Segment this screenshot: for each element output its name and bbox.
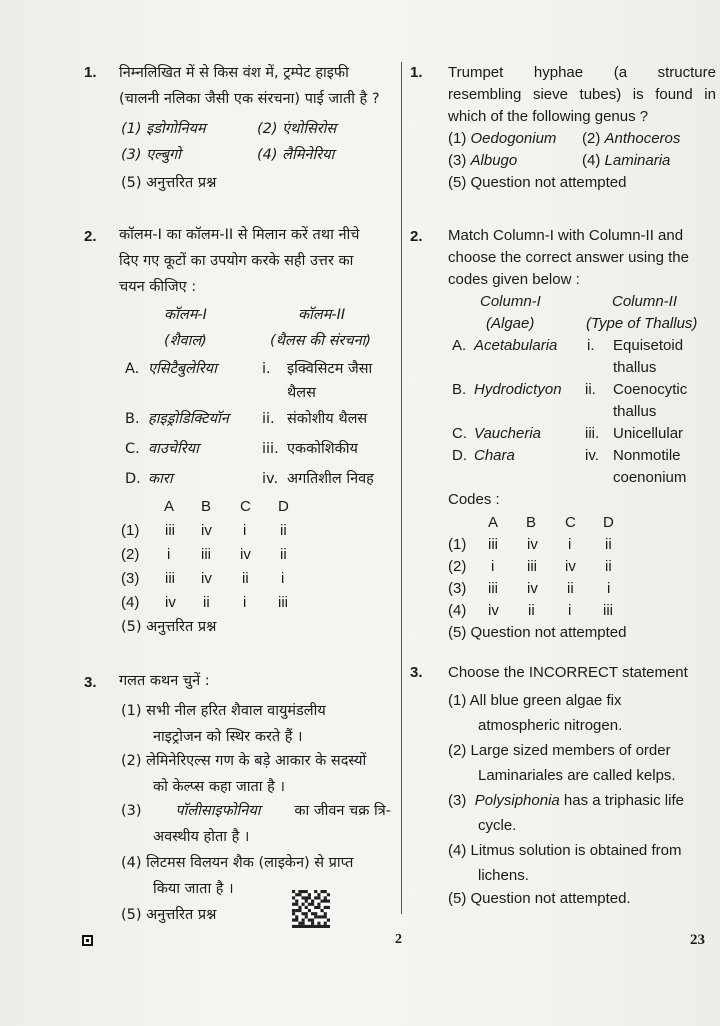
q2-hindi-row-letter: D. [125, 471, 141, 487]
q3-english-option-4-line2: lichens. [478, 867, 529, 884]
q3-hindi-option-4-line2: किया जाता है । [153, 881, 234, 897]
q2-english-code-cell: iv [565, 558, 576, 575]
qr-code [292, 890, 330, 928]
q3-english-option-1 [448, 688, 716, 738]
q3-hindi-option-3-line1 [121, 798, 391, 824]
q2-english-row-thallus-cont: coenonium [613, 469, 687, 486]
q2-english-code-cell: i [568, 602, 572, 619]
q2-english-code-cell: iv [527, 536, 538, 553]
q1-hindi-option-1: (1) इडोगोनियम [121, 121, 206, 137]
q3-english-option-2-line1: (2) Large sized members of order [448, 742, 671, 759]
q2-hindi-code-cell: i [243, 594, 247, 611]
q2-english-row-letter: B. [452, 381, 467, 398]
q2-hindi-code-cell: i [281, 570, 285, 587]
q1-english-option-4: (4) Laminaria [582, 152, 671, 169]
q2-english-row-thallus: Nonmotile [613, 447, 681, 464]
q3-english-option-3-text: has a triphasic life [563, 792, 684, 809]
q3-hindi-option-5: (5) अनुत्तरित प्रश्न [121, 907, 217, 923]
q2-english-row-thallus: Equisetoid [613, 337, 684, 354]
q2-hindi-code-cell: ii [280, 522, 287, 539]
q2-english-row-thallus: Unicellular [613, 425, 684, 442]
q2-hindi-row-roman: iii. [262, 441, 279, 457]
q1-hindi [119, 60, 391, 112]
q2-hindi-row-letter: B. [125, 411, 140, 427]
q3-hindi-option-4-line1: (4) लिटमस विलयन शैक (लाइकेन) से प्राप्त [121, 855, 354, 871]
q2-english-code-header: D [603, 514, 614, 531]
q2-hindi-code-option: (1) [121, 522, 140, 539]
q2-hindi-row-thallus-cont: थैलस [287, 385, 316, 401]
q3-hindi-option-1 [121, 698, 391, 750]
q1-english-option-5: (5) Question not attempted [448, 174, 627, 191]
q3-hindi-option-4 [121, 850, 391, 902]
q2-english-code-header: B [526, 514, 537, 531]
q2-hindi-row-alga: वाउचेरिया [148, 441, 199, 457]
q2-hindi-code-cell: iv [165, 594, 176, 611]
q2-english-code-cell: iii [603, 602, 613, 619]
q2-english-code-cell: ii [528, 602, 535, 619]
q3-hindi-option-2-line2: को केल्प्स कहा जाता है । [153, 779, 285, 795]
q2-hindi-code-option: (3) [121, 570, 140, 587]
q2-english-row-alga: Chara [474, 447, 515, 464]
q2-hindi-row-roman: ii. [262, 411, 275, 427]
q3-hindi-option-1-line2: नाइट्रोजन को स्थिर करते हैं । [153, 729, 303, 745]
q2-english-code-cell: iii [488, 536, 498, 553]
q2-hindi-row-alga: हाइड्रोडिक्टियॉन [148, 411, 229, 427]
q2-hindi-code-cell: ii [280, 546, 287, 563]
q3-english-option-5: (5) Question not attempted. [448, 890, 631, 907]
q2-hindi-code-cell: iv [201, 570, 212, 587]
q2-hindi-code-cell: i [243, 522, 247, 539]
q2-hindi-code-cell: iv [240, 546, 251, 563]
q2-english-code-cell: iv [527, 580, 538, 597]
q2-hindi-code-header: C [240, 498, 251, 515]
q2-hindi-row-thallus: एककोशिकीय [287, 441, 358, 457]
q3-hindi-option-3-number: (3) [121, 803, 142, 819]
q2-english-column2-sub: (Type of Thallus) [586, 315, 698, 332]
q2-english-option-5: (5) Question not attempted [448, 624, 627, 641]
q1-english [448, 62, 716, 128]
q2-english-row-thallus: Coenocytic [613, 381, 688, 398]
q2-hindi-row-letter: C. [125, 441, 140, 457]
q2-hindi-row-thallus: इक्विसिटम जैसा [287, 361, 373, 377]
q2-hindi-column2-sub: (थैलस की संरचना) [270, 333, 372, 349]
q3-hindi-option-3-text: का जीवन चक्र त्रि- [294, 803, 391, 819]
q3-hindi-option-2 [121, 748, 391, 800]
q2-english-row-letter: D. [452, 447, 467, 464]
q1-english-stem-line1: Trumpet hyphae (a structure [448, 64, 716, 81]
q2-hindi-option-5: (5) अनुत्तरित प्रश्न [121, 619, 217, 635]
q2-hindi-code-cell: iii [201, 546, 211, 563]
q3-english-option-1-line1: (1) All blue green algae fix [448, 692, 622, 709]
q3-number-english: 3. [410, 664, 423, 681]
q2-english-row-alga: Hydrodictyon [474, 381, 562, 398]
q2-hindi-code-cell: i [167, 546, 171, 563]
q2-hindi-code-header: D [278, 498, 289, 515]
footer-square-mark [82, 935, 93, 946]
q2-english-column1-header: Column-I [480, 293, 541, 310]
q1-hindi-option-4: (4) लैमिनेरिया [257, 147, 335, 163]
q3-hindi-option-2-line1: (2) लेमिनेरिएल्स गण के बड़े आकार के सदस्यों [121, 753, 367, 769]
q2-number-hindi: 2. [84, 228, 97, 245]
q2-hindi-code-header: B [201, 498, 212, 515]
q1-english-stem-line3: which of the following genus ? [448, 108, 649, 125]
q3-english-option-3-line2: cycle. [478, 817, 517, 834]
q2-english-stem-line3: codes given below : [448, 271, 580, 288]
q1-number-hindi: 1. [84, 64, 97, 81]
q2-hindi-stem-line1: कॉलम-I का कॉलम-II से मिलान करें तथा नीचे [119, 227, 360, 243]
q2-english-row-letter: C. [452, 425, 467, 442]
q2-english-code-cell: i [568, 536, 572, 553]
q1-english-stem-line2: resembling sieve tubes) is found in [448, 86, 716, 103]
q3-english-option-3-genus: Polysiphonia [474, 792, 560, 809]
q2-english-code-option: (1) [448, 536, 467, 553]
q2-hindi-row-alga: एसिटैबुलेरिया [148, 361, 217, 377]
q2-english-row-letter: A. [452, 337, 467, 354]
q2-hindi-code-cell: iii [165, 570, 175, 587]
q2-hindi-code-option: (2) [121, 546, 140, 563]
q1-hindi-option-3: (3) एल्बुगो [121, 147, 181, 163]
q3-english-option-4-line1: (4) Litmus solution is obtained from [448, 842, 682, 859]
q3-english-option-3 [448, 788, 716, 838]
q2-english-row-thallus-cont: thallus [613, 359, 657, 376]
q2-english-code-header: A [488, 514, 499, 531]
q2-english-code-cell: iii [488, 580, 498, 597]
q2-english-row-thallus-cont: thallus [613, 403, 657, 420]
q2-english-code-cell: ii [605, 536, 612, 553]
q3-english-option-1-line2: atmospheric nitrogen. [478, 717, 623, 734]
q2-hindi-code-cell: iv [201, 522, 212, 539]
q1-hindi-option-5: (5) अनुत्तरित प्रश्न [121, 175, 217, 191]
q2-hindi-code-header: A [164, 498, 175, 515]
q2-hindi-code-cell: ii [242, 570, 249, 587]
q2-english-codes-label: Codes : [448, 491, 500, 508]
q2-hindi-row-letter: A. [125, 361, 140, 377]
q3-english-option-2-line2: Laminariales are called kelps. [478, 767, 676, 784]
q3-hindi-heading: गलत कथन चुनें : [119, 673, 210, 689]
q2-english-row-roman: iii. [585, 425, 600, 442]
page-number-right: 23 [690, 932, 705, 948]
q2-english-row-roman: ii. [585, 381, 596, 398]
q2-english-stem-line2: choose the correct answer using the [448, 249, 689, 266]
q3-english-option-4 [448, 838, 716, 888]
q2-english-row-alga: Vaucheria [474, 425, 541, 442]
q2-hindi-code-option: (4) [121, 594, 140, 611]
q3-hindi-option-3 [121, 798, 391, 850]
q1-english-option-3: (3) Albugo [448, 152, 518, 169]
q2-english-code-cell: ii [605, 558, 612, 575]
q2-hindi-row-roman: i. [262, 361, 271, 377]
q3-english-option-3-line1 [448, 788, 716, 813]
q3-english-option-3-number: (3) [448, 792, 467, 809]
page-number-left: 2 [395, 932, 402, 947]
q2-english-row-roman: i. [587, 337, 595, 354]
q2-english-stem [448, 225, 716, 291]
q2-english-code-cell: ii [567, 580, 574, 597]
q3-number-hindi: 3. [84, 674, 97, 691]
q2-hindi-row-roman: iv. [262, 471, 279, 487]
q1-hindi-option-2: (2) एंथोसिरोस [257, 121, 337, 137]
q2-hindi-row-alga: कारा [148, 471, 173, 487]
q2-english-code-cell: iv [488, 602, 499, 619]
q2-english-row-roman: iv. [585, 447, 599, 464]
q1-number-english: 1. [410, 64, 423, 81]
q2-hindi-row-thallus: अगतिशील निवह [287, 471, 374, 487]
q2-hindi-stem-line3: चयन कीजिए : [119, 279, 197, 295]
q1-english-option-1: (1) Oedogonium [448, 130, 557, 147]
q2-hindi-column2-header: कॉलम-II [298, 307, 346, 323]
q2-english-code-header: C [565, 514, 576, 531]
q2-english-column2-header: Column-II [612, 293, 678, 310]
q2-hindi-stem-line2: दिए गए कूटों का उपयोग करके सही उत्तर का [119, 253, 354, 269]
q2-hindi-stem [119, 222, 391, 300]
q2-english-stem-line1: Match Column-I with Column-II and [448, 227, 684, 244]
q1-english-option-2: (2) Anthoceros [582, 130, 681, 147]
q2-english-code-option: (4) [448, 602, 467, 619]
q3-english-option-2 [448, 738, 716, 788]
q3-hindi-option-3-line2: अवस्थीय होता है । [153, 829, 250, 845]
q1-hindi-stem-line1: निम्नलिखित में से किस वंश में, ट्रम्पेट हाइफी [119, 65, 349, 81]
column-divider [401, 62, 402, 914]
q2-number-english: 2. [410, 228, 423, 245]
q2-hindi-code-cell: iii [278, 594, 288, 611]
q3-hindi-option-3-genus: पॉलीसाइफोनिया [175, 803, 261, 819]
q2-hindi-row-thallus: संकोशीय थैलस [287, 411, 368, 427]
q2-english-code-cell: i [491, 558, 495, 575]
q2-english-code-option: (3) [448, 580, 467, 597]
q2-hindi-code-cell: iii [165, 522, 175, 539]
q2-hindi-code-cell: ii [203, 594, 210, 611]
q2-english-code-cell: iii [527, 558, 537, 575]
q2-english-column1-sub: (Algae) [486, 315, 535, 332]
q1-hindi-stem-line2: (चालनी नलिका जैसी एक संरचना) पाई जाती है ? [119, 91, 380, 107]
q2-english-code-option: (2) [448, 558, 467, 575]
q3-hindi-option-1-line1: (1) सभी नील हरित शैवाल वायुमंडलीय [121, 703, 326, 719]
q2-hindi-column1-sub: (शैवाल) [164, 333, 207, 349]
q2-hindi-column1-header: कॉलम-I [164, 307, 207, 323]
q2-english-row-alga: Acetabularia [474, 337, 558, 354]
q2-english-code-cell: i [607, 580, 611, 597]
q3-english-heading: Choose the INCORRECT statement [448, 664, 688, 681]
